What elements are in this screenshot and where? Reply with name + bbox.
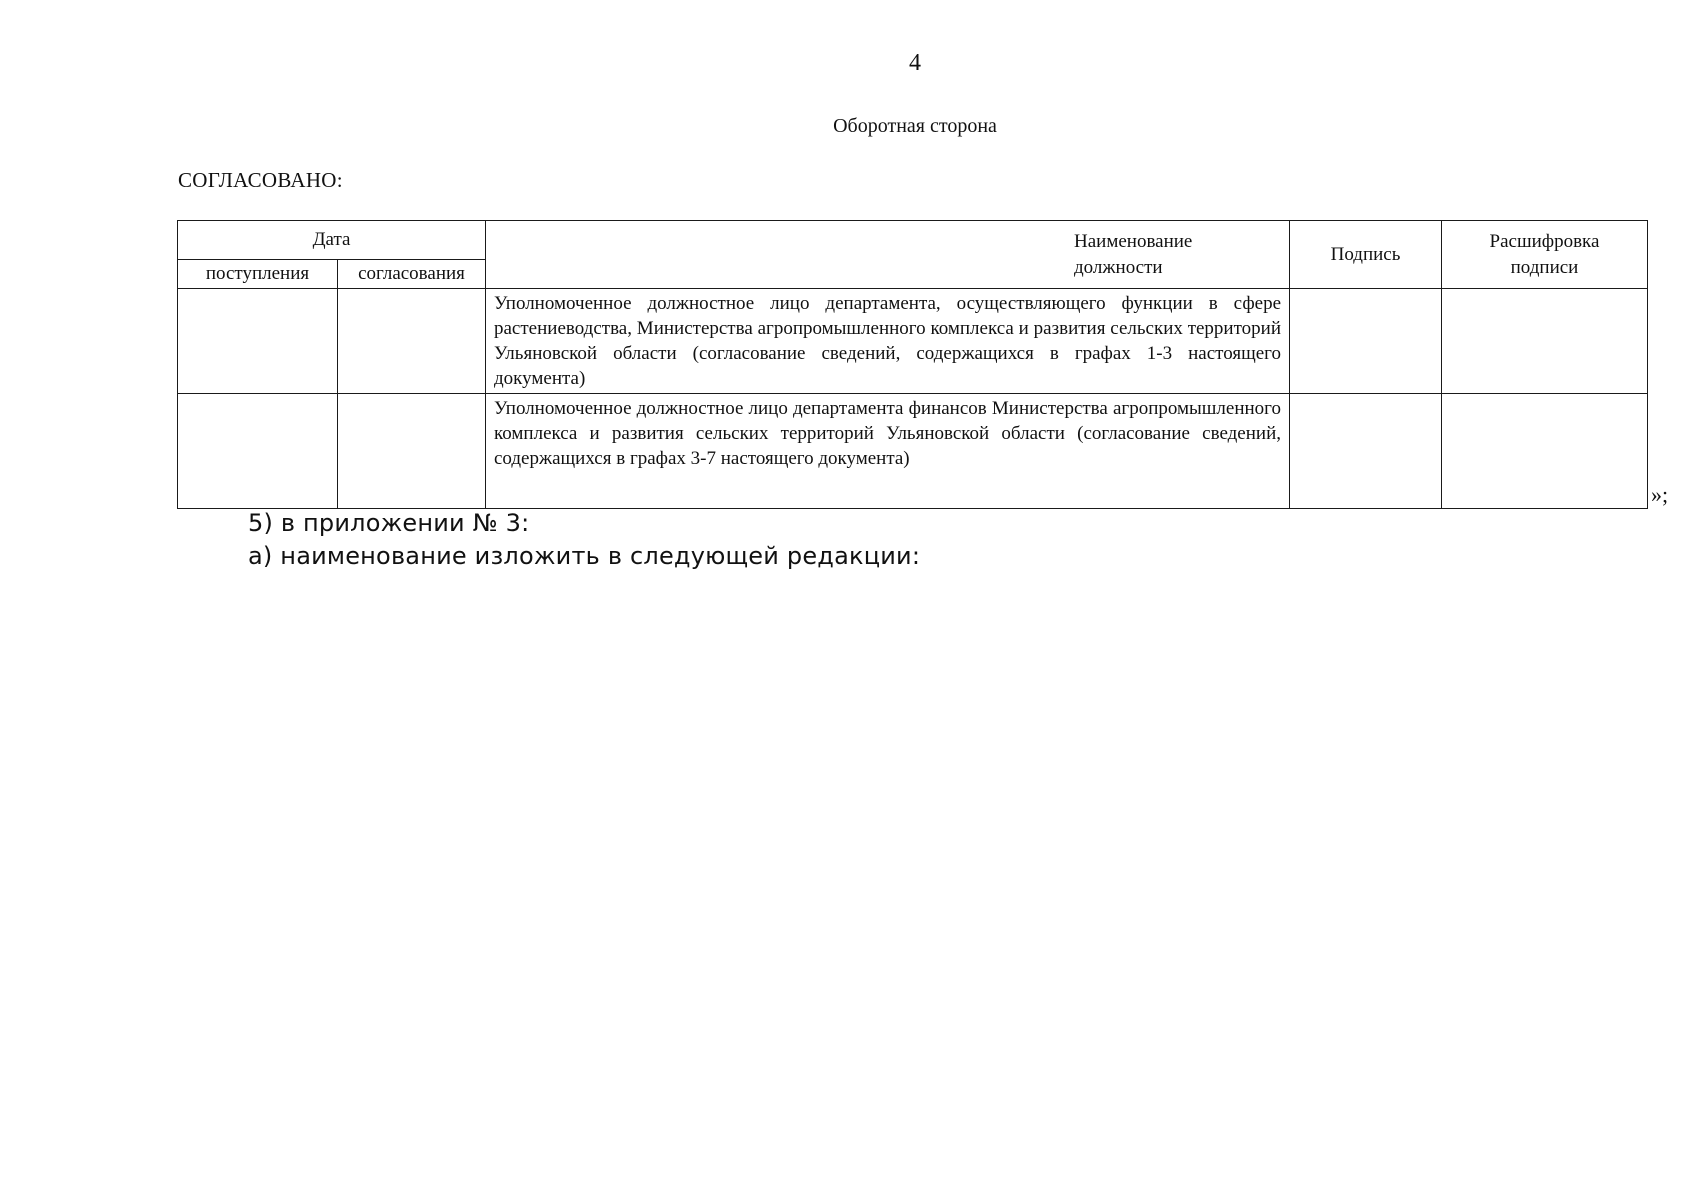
header-approved: согласования (338, 260, 486, 289)
header-signature-decoding: Расшифровка подписи (1442, 221, 1648, 289)
agreed-label: СОГЛАСОВАНО: (178, 168, 343, 192)
table-header-row (178, 221, 1648, 260)
cell-position: Уполномоченное должностное лицо департамента финансов Министерства агропромышленного комплекса и развития сельских территорий Ульяновской области (согласование сведений, содержащихся в графах 3-7 настоящего документа) (486, 394, 1290, 509)
table-row (178, 394, 1648, 509)
cell-signature (1290, 394, 1442, 509)
header-received: поступления (178, 260, 338, 289)
table-row (178, 289, 1648, 394)
header-signature: Подпись (1290, 221, 1442, 289)
header-position-name: Наименование должности (486, 221, 1290, 289)
approval-table (177, 220, 1648, 509)
cell-received (178, 289, 338, 394)
side-label: Оборотная сторона (833, 115, 997, 137)
page-number: 4 (909, 50, 921, 76)
cell-decoding (1442, 394, 1648, 509)
item-a-text: а) наименование изложить в следующей редакции: (248, 542, 921, 570)
cell-approved (338, 394, 486, 509)
item-5-text: 5) в приложении № 3: (248, 509, 530, 537)
cell-position: Уполномоченное должностное лицо департамента, осуществляющего функции в сфере растениеводства, Министерства агропромышленного комплекса и развития сельских территорий Ульяновской области (согласование сведений, содержащихся в графах 1-3 настоящего документа) (486, 289, 1290, 394)
closing-quote-mark: »; (1651, 482, 1669, 507)
cell-received (178, 394, 338, 509)
cell-signature (1290, 289, 1442, 394)
cell-approved (338, 289, 486, 394)
header-date: Дата (178, 221, 486, 260)
cell-decoding (1442, 289, 1648, 394)
